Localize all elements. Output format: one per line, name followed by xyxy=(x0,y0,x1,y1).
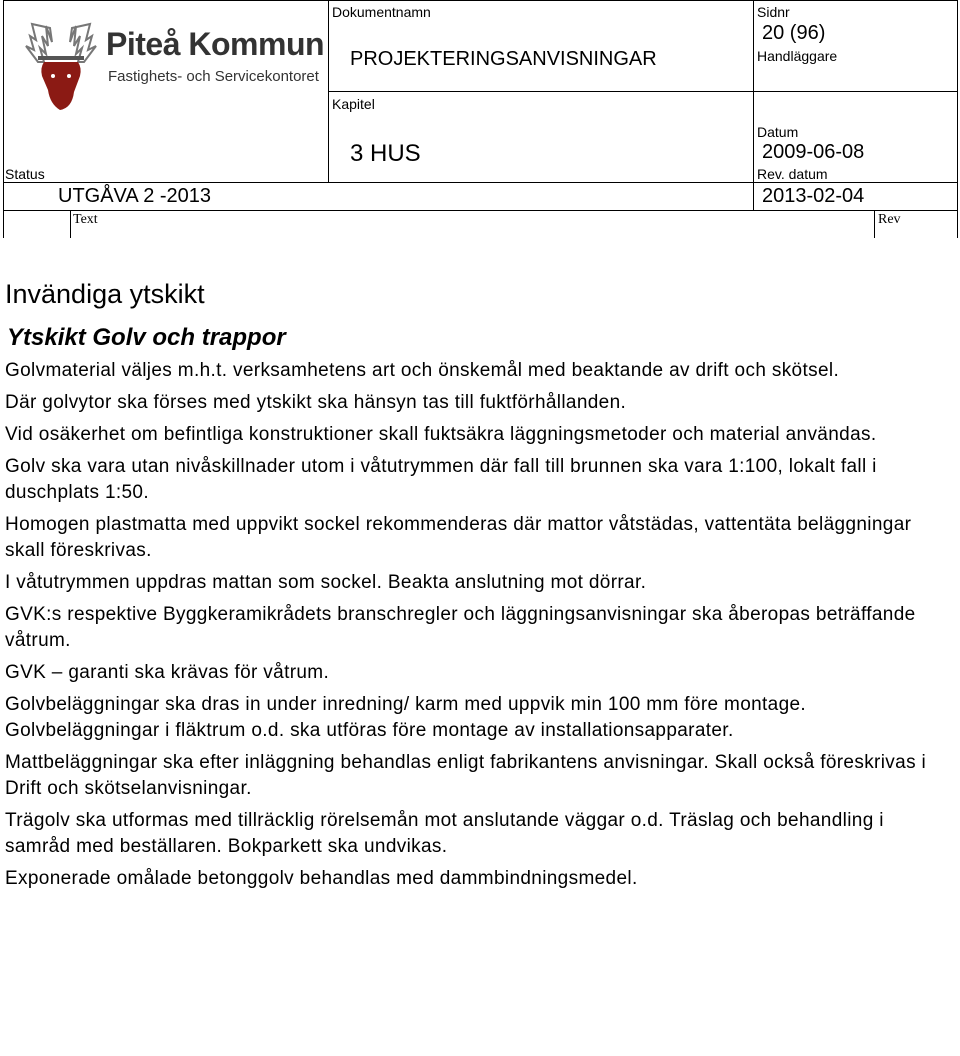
paragraph: I våtutrymmen uppdras mattan som sockel. Beakta anslutning mot dörrar. xyxy=(5,572,647,593)
rev-date-value: 2013-02-04 xyxy=(762,185,865,207)
paragraph: Där golvytor ska förses med ytskikt ska hänsyn tas till fuktförhållanden. xyxy=(5,392,627,413)
paragraph: Vid osäkerhet om befintliga konstruktioner skall fuktsäkra läggningsmetoder och material användas. xyxy=(5,424,877,445)
chapter-value: 3 HUS xyxy=(350,140,421,167)
document-body xyxy=(5,278,950,898)
paragraph: Golvmaterial väljes m.h.t. verksamhetens art och önskemål med beaktande av drift och skötsel. xyxy=(5,360,840,381)
handler-label: Handläggare xyxy=(757,48,838,64)
doc-name-label: Dokumentnamn xyxy=(332,4,431,20)
header-divider xyxy=(753,0,754,210)
subsection-title: Ytskikt Golv och trappor xyxy=(7,324,286,351)
paragraph: Golv ska vara utan nivåskillnader utom i våtutrymmen där fall till brunnen ska vara 1:100, lokalt fall i duschplats 1:50. xyxy=(5,456,877,503)
paragraph: Exponerade omålade betonggolv behandlas med dammbindningsmedel. xyxy=(5,868,638,889)
paragraph: GVK:s respektive Byggkeramikrådets branschregler och läggningsanvisningar ska åberopas beträffande våtrum. xyxy=(5,604,916,651)
status-value: UTGÅVA 2 -2013 xyxy=(58,185,212,207)
pitea-kommun-logo xyxy=(16,14,325,124)
date-value: 2009-06-08 xyxy=(762,141,865,163)
paragraph: Homogen plastmatta med uppvikt sockel rekommenderas där mattor våtstädas, vattentäta beläggningar skall föreskrivas. xyxy=(5,514,912,561)
page-number-value: 20 (96) xyxy=(762,22,826,44)
reindeer-emblem-icon xyxy=(20,20,102,118)
date-label: Datum xyxy=(757,124,799,140)
logo-name: Piteå Kommun xyxy=(106,26,325,62)
header-divider xyxy=(874,210,875,238)
text-column-label: Text xyxy=(73,212,98,227)
document-header xyxy=(0,0,960,238)
header-divider xyxy=(70,210,71,238)
chapter-label: Kapitel xyxy=(332,96,375,112)
paragraph: GVK – garanti ska krävas för våtrum. xyxy=(5,662,330,683)
header-border-left xyxy=(3,0,4,238)
section-title: Invändiga ytskikt xyxy=(5,279,205,309)
header-border-top xyxy=(3,0,958,1)
logo-subtitle: Fastighets- och Servicekontoret xyxy=(108,68,319,85)
header-divider xyxy=(3,182,958,183)
paragraph: Trägolv ska utformas med tillräcklig rörelsemån mot anslutande väggar o.d. Träslag och behandling i samråd med beställaren. Bokparkett ska undvikas. xyxy=(5,810,884,857)
status-label: Status xyxy=(5,166,45,182)
header-divider xyxy=(3,210,958,211)
doc-name-value: PROJEKTERINGSANVISNINGAR xyxy=(350,48,657,70)
rev-date-label: Rev. datum xyxy=(757,166,828,182)
header-divider xyxy=(328,91,958,92)
paragraph: Golvbeläggningar ska dras in under inredning/ karm med uppvik min 100 mm före montage. Golvbeläggningar i fläktrum o.d. ska utföras före montage av installationsapparater. xyxy=(5,694,807,741)
rev-column-label: Rev xyxy=(878,212,901,227)
page-number-label: Sidnr xyxy=(757,4,790,20)
paragraph: Mattbeläggningar ska efter inläggning behandlas enligt fabrikantens anvisningar. Skall också föreskrivas i Drift och skötselanvisningar. xyxy=(5,752,927,799)
header-border-right xyxy=(957,0,958,238)
